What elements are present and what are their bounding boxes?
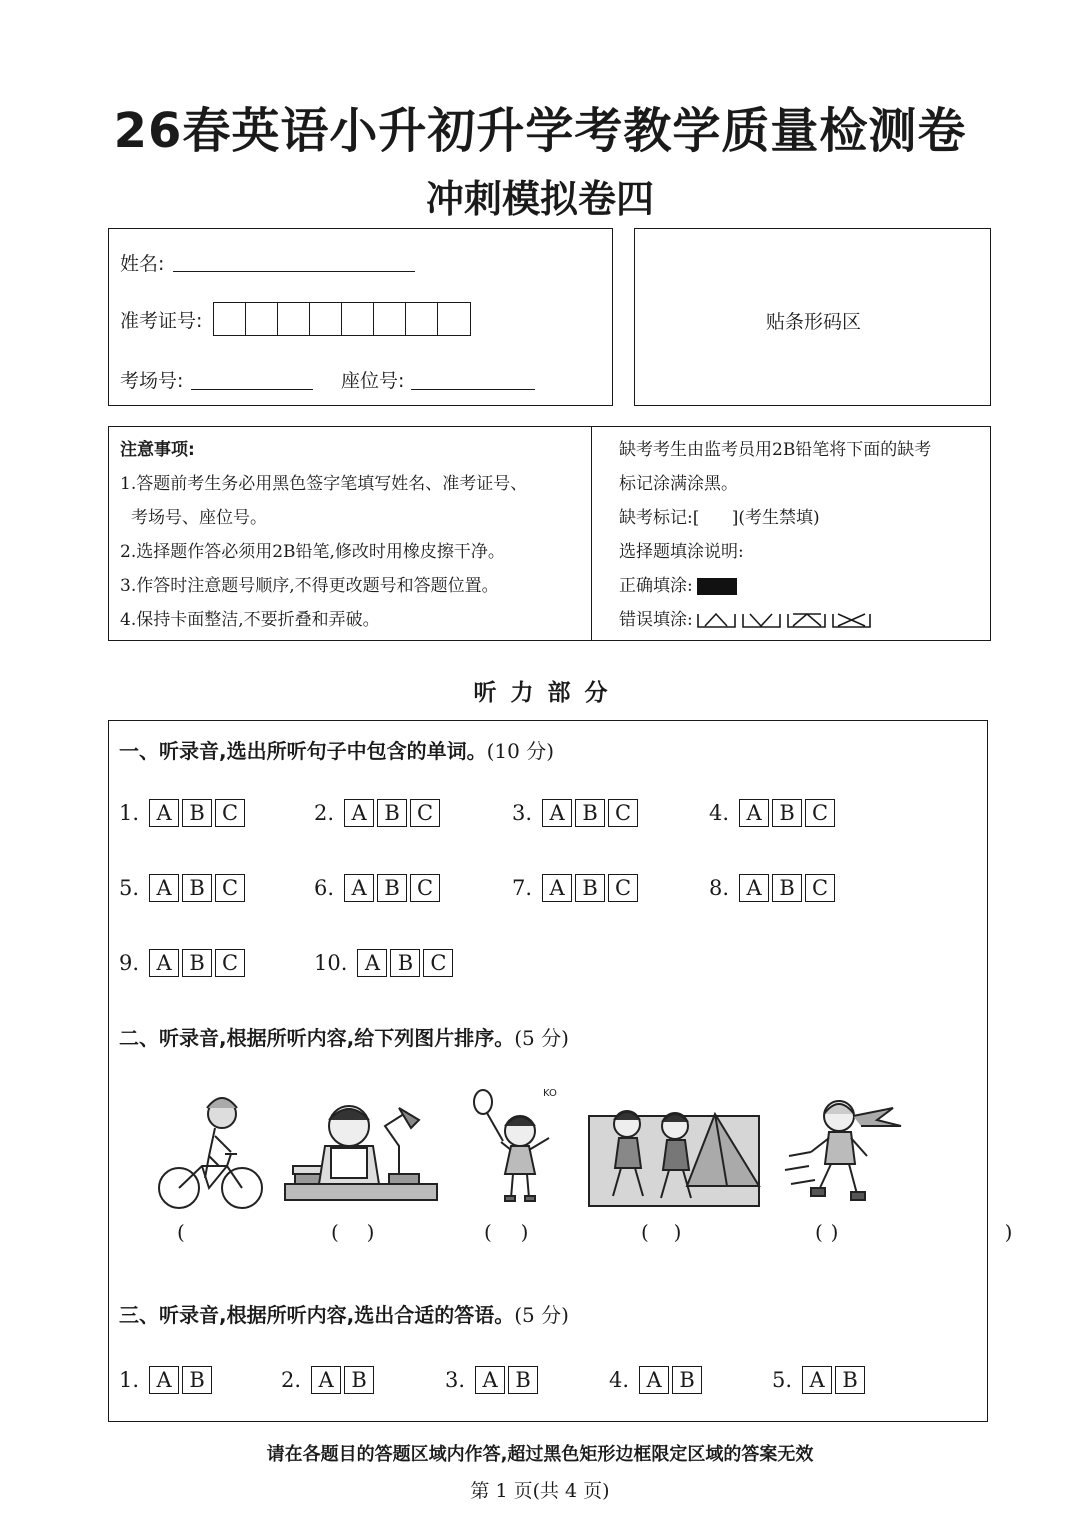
order-blank[interactable]: ( ) [815,1220,1013,1244]
q3-question [772,1366,868,1394]
q3-question [445,1366,541,1394]
q1-question [512,799,641,827]
question-number: 9. [119,951,140,975]
question-number: 5. [119,876,140,900]
answer-option-a[interactable]: A [542,799,572,827]
question-number: 5. [772,1368,793,1392]
answer-option-b[interactable]: B [377,799,407,827]
q1-question [119,874,248,902]
answer-option-c[interactable]: C [423,949,453,977]
absent-line2: 标记涂满涂黑。 [619,474,738,494]
answer-option-b[interactable]: B [377,874,407,902]
answer-option-b[interactable]: B [182,1366,212,1394]
correct-fill-label: 正确填涂: [619,576,693,596]
note-item: 3.作答时注意题号顺序,不得更改题号和答题位置。 [120,576,499,596]
answer-option-b[interactable]: B [508,1366,538,1394]
answer-option-a[interactable]: A [149,874,179,902]
question-number: 6. [314,876,335,900]
cycling-boy-image [157,1086,267,1211]
camping-kids-image [587,1086,762,1211]
answer-option-c[interactable]: C [608,874,638,902]
order-blank[interactable]: ( ) [331,1220,529,1244]
q1-question [314,799,443,827]
answer-option-b[interactable]: B [182,799,212,827]
q1-question [119,799,248,827]
answer-option-a[interactable]: A [739,799,769,827]
q3-question [281,1366,377,1394]
exam-id-cells[interactable] [213,302,471,336]
barcode-area [634,228,991,406]
answer-option-b[interactable]: B [182,949,212,977]
wrong-fill-label: 错误填涂: [619,610,693,630]
answer-option-a[interactable]: A [802,1366,832,1394]
question-number: 3. [512,801,533,825]
answer-option-a[interactable]: A [311,1366,341,1394]
question-number: 2. [281,1368,302,1392]
answer-option-b[interactable]: B [182,874,212,902]
notes-right [619,433,984,637]
note-item: 4.保持卡面整洁,不要折叠和弄破。 [120,610,380,630]
note-item: 2.选择题作答必须用2B铅笔,修改时用橡皮擦干净。 [120,542,505,562]
q1-question [314,874,443,902]
answer-option-c[interactable]: C [215,949,245,977]
answer-option-b[interactable]: B [390,949,420,977]
q1-question [709,874,838,902]
room-label: 考场号: [120,370,184,392]
wrong-fill-row [619,603,984,637]
student-info-box [108,228,613,406]
answer-option-b[interactable]: B [575,874,605,902]
answer-option-c[interactable]: C [805,799,835,827]
answer-option-c[interactable]: C [805,874,835,902]
listening-section-title: 听力部分 [473,680,622,706]
order-blank[interactable]: ( ) [641,1220,839,1244]
skating-boy-image [781,1086,911,1211]
answer-option-b[interactable]: B [672,1366,702,1394]
seat-label: 座位号: [341,370,405,392]
answer-option-a[interactable]: A [542,874,572,902]
exam-id-label: 准考证号: [120,310,203,332]
svg-text:KO: KO [543,1088,557,1099]
question-number: 7. [512,876,533,900]
notes-left [120,433,590,637]
order-blank[interactable]: ( ) [484,1220,682,1244]
answer-option-c[interactable]: C [608,799,638,827]
question-number: 4. [609,1368,630,1392]
notes-heading: 注意事项: [120,440,195,460]
answer-option-a[interactable]: A [344,799,374,827]
q3-question [119,1366,215,1394]
reading-boy-image [281,1086,441,1211]
q3-title: 三、听录音,根据所听内容,选出合适的答语。(5 分) [119,1303,569,1327]
barcode-label: 贴条形码区 [765,311,861,333]
answer-option-a[interactable]: A [149,949,179,977]
answer-option-c[interactable]: C [410,799,440,827]
page-number: 第 1 页(共 4 页) [470,1480,610,1502]
answer-option-c[interactable]: C [410,874,440,902]
q3-question [609,1366,705,1394]
listening-answer-box [108,720,1013,1422]
correct-fill-sample-icon [697,578,737,595]
note-item: 考场号、座位号。 [131,508,267,528]
q1-question [709,799,838,827]
answer-option-b[interactable]: B [344,1366,374,1394]
answer-option-a[interactable]: A [739,874,769,902]
question-number: 10. [314,951,348,975]
name-label: 姓名: [120,253,165,275]
correct-fill-row [619,569,984,603]
absent-mark: 缺考标记:[ ](考生禁填) [619,508,820,528]
answer-option-a[interactable]: A [149,799,179,827]
exam-title: 26春英语小升初升学考教学质量检测卷 [113,103,967,159]
q1-question [119,949,248,977]
answer-option-b[interactable]: B [772,799,802,827]
q1-question [512,874,641,902]
name-field[interactable] [173,271,415,272]
answer-option-a[interactable]: A [344,874,374,902]
footer-warning: 请在各题目的答题区域内作答,超过黑色矩形边框限定区域的答案无效 [266,1444,814,1465]
question-number: 2. [314,801,335,825]
q1-question [314,949,456,977]
note-item: 1.答题前考生务必用黑色签字笔填写姓名、准考证号、 [120,474,528,494]
question-number: 1. [119,1368,140,1392]
question-number: 3. [445,1368,466,1392]
question-number: 1. [119,801,140,825]
notes-divider [591,427,592,640]
answer-option-a[interactable]: A [357,949,387,977]
q1-title: 一、听录音,选出所听句子中包含的单词。(10 分) [119,739,555,763]
wrong-fill-samples-icon [695,609,875,631]
answer-option-c[interactable]: C [215,874,245,902]
order-blank[interactable]: ( ) [177,1220,375,1244]
q2-title: 二、听录音,根据所听内容,给下列图片排序。(5 分) [119,1026,569,1050]
answer-option-c[interactable]: C [215,799,245,827]
room-field[interactable] [191,389,313,390]
exam-subtitle: 冲刺模拟卷四 [425,177,654,221]
fill-heading: 选择题填涂说明: [619,542,744,562]
answer-option-a[interactable]: A [149,1366,179,1394]
question-number: 8. [709,876,730,900]
question-number: 4. [709,801,730,825]
answer-option-b[interactable]: B [772,874,802,902]
notes-box [108,426,991,641]
seat-field[interactable] [411,389,535,390]
answer-option-b[interactable]: B [575,799,605,827]
answer-option-a[interactable]: A [639,1366,669,1394]
answer-option-a[interactable]: A [475,1366,505,1394]
answer-option-b[interactable]: B [835,1366,865,1394]
badminton-girl-image [465,1086,565,1211]
absent-line1: 缺考考生由监考员用2B铅笔将下面的缺考 [619,440,932,460]
